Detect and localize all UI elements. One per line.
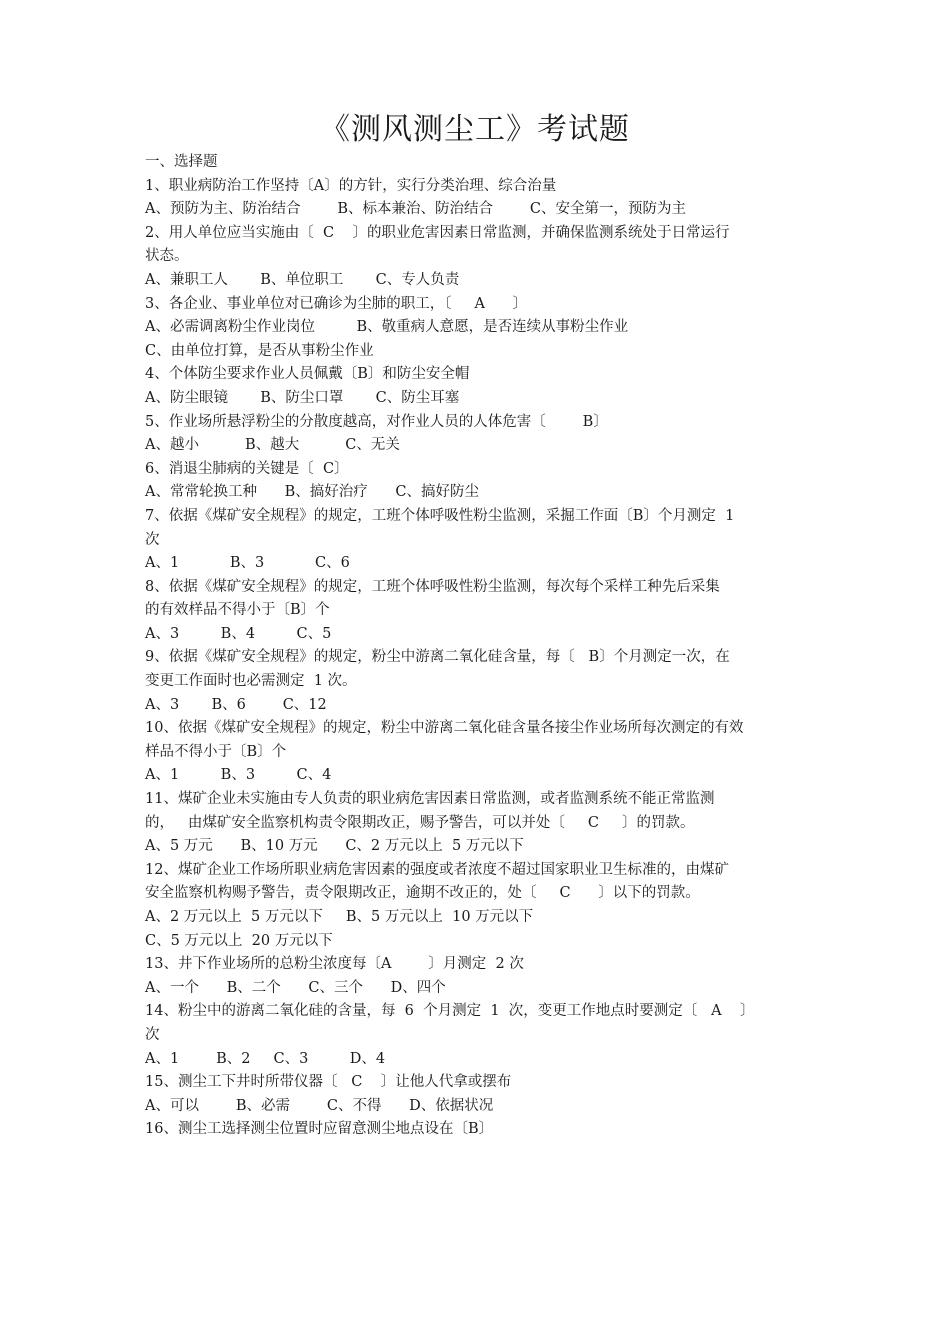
text-line: C、5 万元以上 20 万元以下	[145, 932, 333, 949]
text-line: 一、选择题	[145, 154, 218, 170]
text-line: 5、作业场所悬浮粉尘的分散度越高，对作业人员的人体危害〔 B〕	[145, 413, 608, 430]
text-line: A、必需调离粉尘作业岗位 B、敬重病人意愿，是否连续从事粉尘作业	[145, 319, 629, 336]
text-line: 样品不得小于〔B〕个	[145, 743, 287, 760]
text-line: A、可以 B、必需 C、不得 D、依据状况	[145, 1097, 494, 1114]
text-line: 的有效样品不得小于〔B〕个	[145, 602, 330, 619]
text-line: A、5 万元 B、10 万元 C、2 万元以上 5 万元以下	[145, 838, 524, 855]
text-line: 3、各企业、事业单位对已确诊为尘肺的职工，〔 A 〕	[145, 295, 528, 312]
text-line: A、防尘眼镜 B、防尘口罩 C、防尘耳塞	[145, 389, 460, 406]
text-line: 安全监察机构赐予警告，责令限期改正，逾期不改正的，处〔 C 〕以下的罚款。	[145, 885, 700, 902]
text-line: A、2 万元以上 5 万元以下 B、5 万元以上 10 万元以下	[145, 909, 534, 925]
text-line: A、预防为主、防治结合 B、标本兼治、防治结合 C、安全第一，预防为主	[145, 201, 686, 218]
text-line: A、3 B、6 C、12	[145, 696, 327, 713]
text-line: 1、职业病防治工作坚持〔A〕的方针，实行分类治理、综合治量	[145, 177, 557, 194]
text-line: 次	[145, 531, 160, 548]
text-line: 7、依据《煤矿安全规程》的规定，工班个体呼吸性粉尘监测，采掘工作面〔B〕个月测定 1	[145, 507, 735, 524]
text-line: 4、个体防尘要求作业人员佩戴〔B〕和防尘安全帽	[145, 366, 470, 383]
text-line: 14、粉尘中的游离二氧化硅的含量，每 6 个月测定 1 次，变更工作地点时要测定〔 A 〕	[145, 1003, 755, 1020]
text-line: C、由单位打算，是否从事粉尘作业	[145, 342, 374, 359]
text-line: 12、煤矿企业工作场所职业病危害因素的强度或者浓度不超过国家职业卫生标准的，由煤矿	[145, 861, 729, 878]
text-line: 15、测尘工下井时所带仪器〔 C 〕让他人代拿或摆布	[145, 1074, 512, 1091]
document-body	[145, 151, 825, 1142]
text-line: A、1 B、3 C、6	[145, 555, 350, 572]
text-line: 16、测尘工选择测尘位置时应留意测尘地点设在〔B〕	[145, 1121, 494, 1138]
text-line: A、兼职工人 B、单位职工 C、专人负责	[145, 271, 460, 288]
text-line: 6、消退尘肺病的关键是〔 C〕	[145, 460, 349, 477]
text-line: 9、依据《煤矿安全规程》的规定，粉尘中游离二氧化硅含量，每〔 B〕个月测定一次，在	[145, 649, 730, 666]
text-line: A、1 B、3 C、4	[145, 767, 332, 784]
text-line: 11、煤矿企业未实施由专人负责的职业病危害因素日常监测，或者监测系统不能正常监测	[145, 791, 715, 808]
text-line: 13、井下作业场所的总粉尘浓度每〔A 〕月测定 2 次	[145, 956, 524, 973]
document-title: 《测风测尘工》考试题	[320, 112, 630, 148]
text-line: 8、依据《煤矿安全规程》的规定，工班个体呼吸性粉尘监测，每次每个采样工种先后采集	[145, 578, 720, 595]
text-line: A、越小 B、越大 C、无关	[145, 437, 400, 454]
text-line: 10、依据《煤矿安全规程》的规定，粉尘中游离二氧化硅含量各接尘作业场所每次测定的有效	[145, 720, 744, 737]
text-line: A、一个 B、二个 C、三个 D、四个	[145, 979, 446, 996]
text-line: 的， 由煤矿安全监察机构责令限期改正，赐予警告，可以并处〔 C 〕的罚款。	[145, 814, 695, 831]
text-line: 2、用人单位应当实施由〔 C 〕的职业危害因素日常监测，并确保监测系统处于日常运行	[145, 224, 730, 241]
text-line: 变更工作面时也必需测定 1 次。	[145, 673, 357, 690]
text-line: A、常常轮换工种 B、搞好治疗 C、搞好防尘	[145, 484, 480, 501]
text-line: 次	[145, 1026, 160, 1043]
text-line: 状态。	[145, 248, 189, 265]
text-line: A、1 B、2 C、3 D、4	[145, 1050, 386, 1067]
text-line: A、3 B、4 C、5	[145, 625, 332, 642]
